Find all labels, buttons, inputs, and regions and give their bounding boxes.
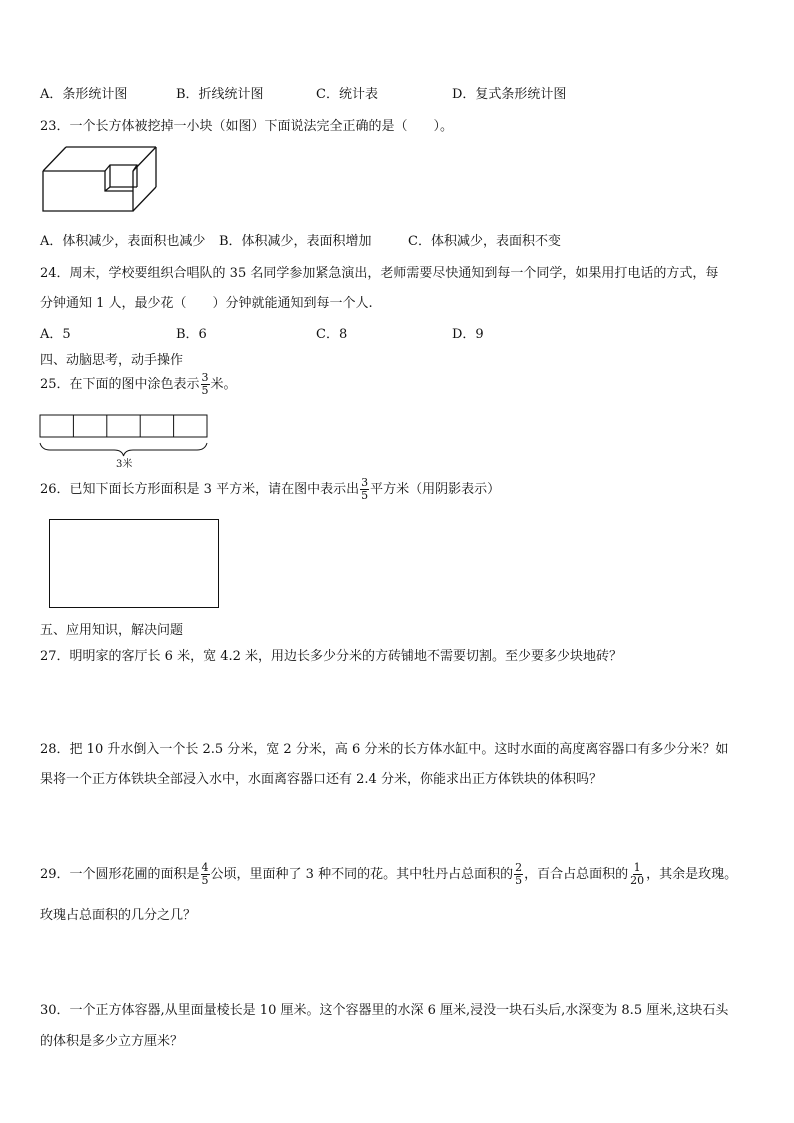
q24-option-a: A．5 [40, 327, 71, 342]
cuboid-figure [40, 143, 160, 215]
q23-option-b: B．体积减少，表面积增加 [219, 234, 372, 249]
q29-fraction-3: $\frac{1}{20}$ [630, 861, 645, 887]
q23-option-a: A．体积减少，表面积也减少 [40, 234, 206, 249]
q23-option-c: C．体积减少，表面积不变 [408, 234, 561, 249]
q22-option-a: A．条形统计图 [40, 87, 128, 102]
q22-option-b: B．折线统计图 [176, 87, 264, 102]
q25-fraction: $\frac{3}{5}$ [201, 371, 209, 397]
q25-prefix: 25．在下面的图中涂色表示 [40, 377, 200, 392]
q23-text: 23．一个长方体被挖掉一小块（如图）下面说法完全正确的是（ ）。 [40, 119, 454, 134]
q29-fraction-2: $\frac{2}{5}$ [515, 861, 523, 887]
q30-line1: 30．一个正方体容器,从里面量棱长是 10 厘米。这个容器里的水深 6 厘米,浸没一块石头后,水深变为 8.5 厘米,这块石头 [40, 1003, 729, 1018]
q28-line1: 28．把 10 升水倒入一个长 2.5 分米，宽 2 分米，高 6 分米的长方体水缸中。这时水面的高度离容器口有多少分米？如 [40, 742, 729, 757]
q30-line2: 的体积是多少立方厘米？ [40, 1034, 184, 1049]
q26-prefix: 26．已知下面长方形面积是 3 平方米，请在图中表示出 [40, 482, 360, 497]
q29-line2: 玫瑰占总面积的几分之几？ [40, 908, 197, 923]
q29-fraction-1: $\frac{4}{5}$ [201, 861, 209, 887]
q26-fraction: $\frac{3}{5}$ [361, 476, 369, 502]
q22-option-c: C．统计表 [316, 87, 378, 102]
q24-option-d: D．9 [452, 327, 484, 342]
q28-line2: 果将一个正方体铁块全部浸入水中，水面离容器口还有 2.4 分米，你能求出正方体铁块的体积吗？ [40, 772, 602, 787]
q24-line1: 24．周末，学校要组织合唱队的 35 名同学参加紧急演出，老师需要尽快通知到每一个同学，如果用打电话的方式，每 [40, 266, 719, 281]
q25-text [40, 372, 237, 397]
q24-option-b: B．6 [176, 327, 207, 342]
q24-option-c: C．8 [316, 327, 348, 342]
q27-text: 27．明明家的客厅长 6 米，宽 4.2 米，用边长多少分米的方砖铺地不需要切割。至少要多少块地砖？ [40, 649, 623, 664]
q26-rectangle [49, 519, 219, 608]
q24-line2: 分钟通知 1 人，最少花（ ）分钟就能通知到每一个人. [40, 296, 373, 311]
section-5-heading: 五、应用知识，解决问题 [40, 623, 184, 638]
q29-line1: 29．一个圆形花圃的面积是 $\frac{4}{5}$ 公顷，里面种了 3 种不同的花。其中牡丹占总面积的 $\frac{2}{5}$ ，百合占总面积的 $\frac{1}{20}$ ，其余是玫瑰。 [40, 861, 738, 887]
q26-suffix: 平方米（用阴影表示） [370, 482, 501, 497]
q25-suffix: 米。 [210, 377, 237, 392]
q26-text [40, 477, 500, 502]
q22-option-d: D．复式条形统计图 [452, 87, 567, 102]
section-4-heading: 四、动脑思考，动手操作 [40, 353, 184, 368]
q25-brace-label: 3米 [116, 459, 133, 470]
